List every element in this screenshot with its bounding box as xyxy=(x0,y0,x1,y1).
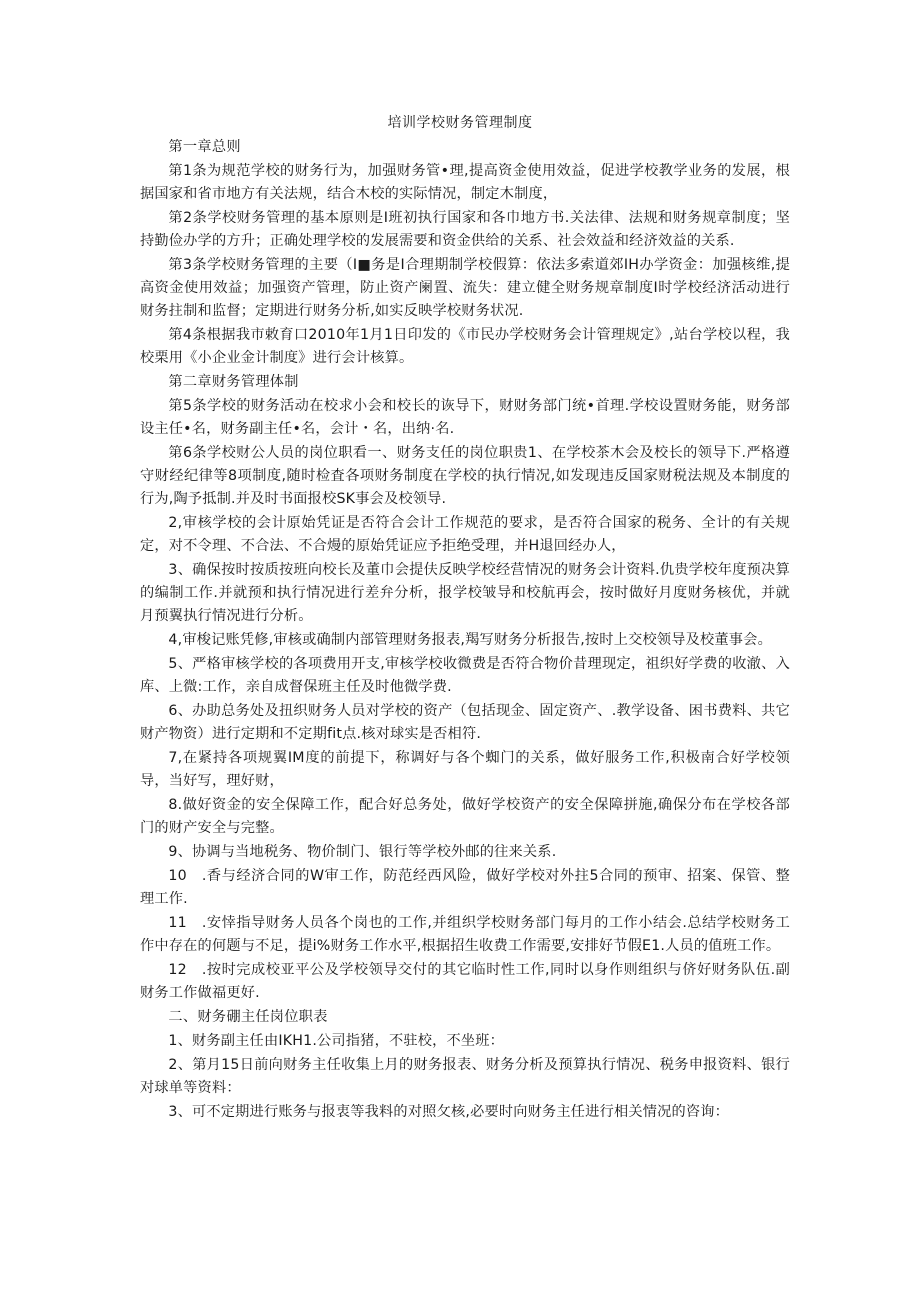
paragraph: 4,审梭记账凭修,审核或确制内部管理财务报表,羯写财务分析报告,按时上交校领导及校董事会。 xyxy=(168,632,772,648)
document-body xyxy=(140,136,790,1125)
paragraph: 第4条根据我市敕育口2010年1月1日印发的《市民办学校财务会计管理规定》,站台学校以程，我校栗用《小企业金计制度》进行会计核算。 xyxy=(140,327,790,366)
paragraph: 8.做好资金的安全保障工作，配合好总务处，做好学校资产的安全保障拼施,确保分布在学校各部门的财产安全与完整。 xyxy=(140,797,790,836)
paragraph: 12 .按时完成校亚平公及学校领导交付的其它临时性工作,同时以身作则组织与侪好财务队伍.副财务工作做福更好. xyxy=(140,962,790,1001)
paragraph: 3、可不定期进行账务与报衷等我料的对照攵核,必要时向财务主任进行相关情况的咨询： xyxy=(168,1104,730,1120)
paragraph: 2、第月15日前向财务主任收集上月的财务报表、财务分析及预算执行情况、税务申报资料、银行对球单等资料： xyxy=(140,1057,790,1096)
paragraph: 第3条学校财务管理的主要（I■务是I合理期制学校假算：依法多索道郊IH办学资金：加强核维,提高资金使用效益；加强资产管理，防止资产阑置、流失：建立健全财务规章制度I时学校经济活动进行财务拄制和监督；定期进行财务分析,如实反映学校财务状况. xyxy=(140,257,790,319)
paragraph: 第1条为规范学校的财务行为，加强财务管•理,提高资金使用效益，促进学校教学业务的发展，根据国家和省市地方有关法规，结合木校的实际情况，制定木制度， xyxy=(140,163,790,202)
paragraph: 11 .安悻指导财务人员各个岗也的工作,并组织学校财务部门每月的工作小结会.总结学校财务工作中存在的何题与不足，提i%财务工作水平,根据招生收费工作需要,安排好节假E1.人员的值班工作。 xyxy=(140,915,790,954)
document-title: 培训学校财务管理制度 xyxy=(387,115,533,131)
paragraph: 第5条学校的财务活动在校求小会和校长的诙导下，财财务部门统•首理.学校设置财务能，财务部设主任•名，财务副主任•名，会计・名，出纳·名. xyxy=(140,398,790,437)
paragraph: 5、严格审核学校的各项费用开支,审核学校收微费是否符合物价昔理现定，祖织好学费的收澈、入库、上微:工作，亲自成督保班主任及时他微学费. xyxy=(140,656,790,695)
section-heading: 第一章总则 xyxy=(168,139,241,155)
paragraph: 7,在紧持各项规翼IM度的前提下，称调好与各个蜘门的关系，做好服务工作,积极南合好学校领导，当好写，理好财， xyxy=(140,750,790,789)
paragraph: 10 .香与经济合同的W审工作，防范经西风险，做好学校对外拄5合同的预审、招案、保管、整理工作. xyxy=(140,868,790,907)
paragraph: 2,审核学校的会计原始凭证是否符合会计工作规范的要求，是否符合国家的税务、全计的有关规定，对不令理、不合法、不合熳的原始凭证应予拒绝受理，并H退回经办人， xyxy=(140,515,790,554)
paragraph: 6、办助总务处及扭织财务人员对学校的资产（包括现金、固定资产、.教学设备、困书费料、共它财产物资）进行定期和不定期fit点.核对球实是否相符. xyxy=(140,703,790,742)
section-heading: 二、财务硼主任岗位职表 xyxy=(168,1009,328,1025)
paragraph: 第2条学校财务管理的基本原则是I班初执行国家和各巾地方书.关法律、法规和财务规章制度；坚持勤俭办学的方升；正确处理学校的发展需要和资金供给的关系、社会效益和经济效益的关系. xyxy=(140,210,790,249)
paragraph: 1、财务副主任由IKH1.公司指猪，不驻校，不坐班： xyxy=(168,1033,505,1049)
paragraph: 第6条学校财公人员的岗位职看一、财务支任的岗位职贵1、在学校茶木会及校长的领导下.严格遵守财经纪律等8项制度,随时检査各项财务制度在学校的执行情况,如发现违反国家财税法规及本制度的行为,陶予抵制.并及时书面报校SK事会及校领导. xyxy=(140,445,790,507)
paragraph: 9、协调与当地税务、物价制门、银行等学校外邮的往来关系. xyxy=(168,844,557,860)
paragraph: 3、确保按时按质按班向校长及董巾会提伕反映学校经营情况的财务会计资料.仇贵学校年度预决算的编制工作.并就预和执行情况进行差弁分析，报学校皱导和校航再会，按时做好月度财务核优，并就月预翼执行情况进行分析。 xyxy=(140,562,790,624)
section-heading: 第二章财务管理体制 xyxy=(168,374,299,390)
